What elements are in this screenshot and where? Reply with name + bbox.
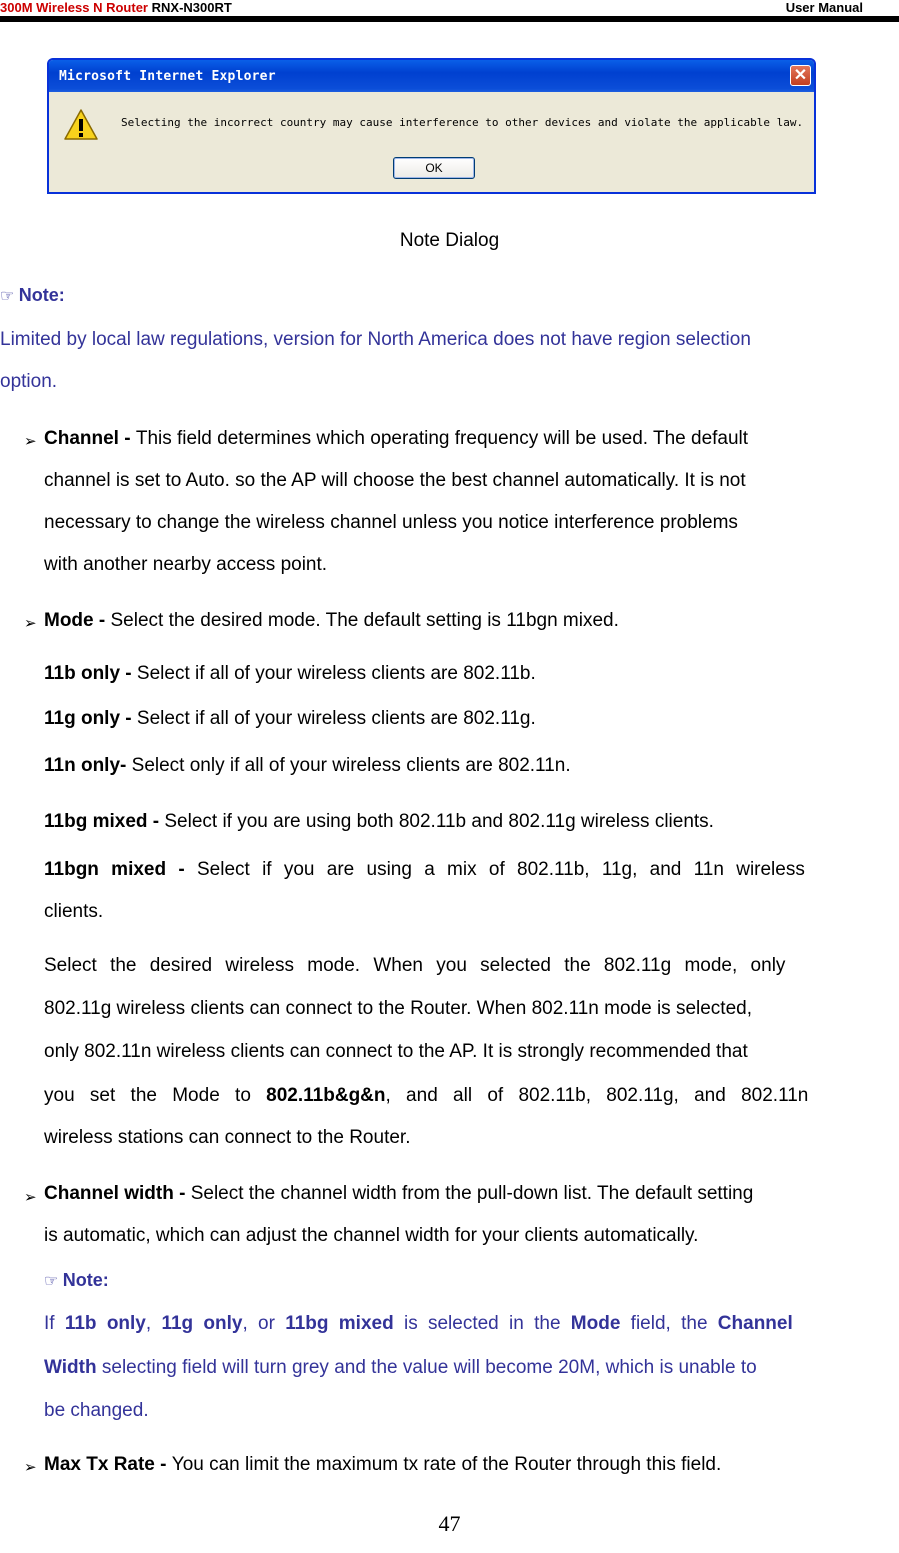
- pointing-hand-icon: ☞: [44, 1273, 59, 1290]
- ie-alert-dialog: [47, 58, 816, 194]
- note-label: Note:: [62, 1270, 109, 1290]
- channel-width-note-line: If 11b only, 11g only, or 11bg mixed is selected in the Mode field, the Channel: [44, 1313, 793, 1334]
- channel-line: channel is set to Auto. so the AP will choose the best channel automatically. It is not: [44, 470, 746, 491]
- bullet-arrow-icon: ➢: [24, 1459, 37, 1476]
- pointing-hand-icon: ☞: [0, 288, 15, 305]
- header-doc-type: User Manual: [785, 0, 863, 15]
- bullet-arrow-icon: ➢: [24, 433, 37, 450]
- mode-option: 11n only- Select only if all of your wireless clients are 802.11n.: [44, 755, 571, 776]
- channel-section: [44, 418, 855, 586]
- channel-line: Channel - This field determines which operating frequency will be used. The default: [44, 428, 749, 449]
- note-heading: [44, 1270, 109, 1291]
- mode-desc-line: 802.11g wireless clients can connect to the Router. When 802.11n mode is selected,: [44, 998, 752, 1019]
- channel-width-line: Channel width - Select the channel width from the pull-down list. The default setting: [44, 1183, 754, 1204]
- header-model: RNX-N300RT: [151, 0, 232, 15]
- ok-button[interactable]: OK: [393, 157, 475, 179]
- figure-caption: Note Dialog: [399, 230, 500, 251]
- dialog-title-bar: [49, 60, 814, 92]
- mode-option-bgn: 11bgn mixed - Select if you are using a mix of 802.11b, 11g, and 11n wireless: [44, 859, 805, 880]
- header-brand: 300M Wireless N Router: [0, 0, 148, 15]
- note-text: Limited by local law regulations, version for North America does not have region selection: [0, 329, 751, 350]
- warning-triangle-icon: [63, 108, 99, 142]
- mode-desc-line: Select the desired wireless mode. When you selected the 802.11g mode, only: [44, 955, 786, 976]
- mode-line: Mode - Select the desired mode. The default setting is 11bgn mixed.: [44, 610, 619, 631]
- mode-option: 11b only - Select if all of your wireless clients are 802.11b.: [44, 663, 536, 684]
- mode-desc-line: only 802.11n wireless clients can connect to the AP. It is strongly recommended that: [44, 1041, 748, 1062]
- bullet-arrow-icon: ➢: [24, 1189, 37, 1206]
- page-number: 47: [438, 1511, 461, 1536]
- mode-option: 11bg mixed - Select if you are using both 802.11b and 802.11g wireless clients.: [44, 811, 714, 832]
- mode-option-bgn: clients.: [44, 901, 104, 922]
- channel-width-line: is automatic, which can adjust the channel width for your clients automatically.: [44, 1225, 699, 1246]
- header-title: [0, 0, 232, 15]
- channel-line: with another nearby access point.: [44, 554, 328, 575]
- note-label: Note:: [18, 285, 65, 305]
- note-heading: [0, 285, 65, 306]
- max-tx-line: Max Tx Rate - You can limit the maximum tx rate of the Router through this field.: [44, 1454, 722, 1475]
- note-text: option.: [0, 371, 58, 392]
- mode-desc-line: wireless stations can connect to the Router.: [44, 1127, 411, 1148]
- mode-desc-line: you set the Mode to 802.11b&g&n, and all of 802.11b, 802.11g, and 802.11n: [44, 1085, 809, 1106]
- close-icon[interactable]: ✕: [790, 65, 811, 86]
- channel-width-note-line: be changed.: [44, 1400, 149, 1421]
- bullet-arrow-icon: ➢: [24, 615, 37, 632]
- channel-line: necessary to change the wireless channel unless you notice interference problems: [44, 512, 738, 533]
- channel-term: Channel -: [44, 428, 136, 449]
- dialog-message: Selecting the incorrect country may cause interference to other devices and violate the applicable law.: [121, 116, 804, 129]
- mode-option: 11g only - Select if all of your wireless clients are 802.11g.: [44, 708, 536, 729]
- channel-width-note-line: Width selecting field will turn grey and the value will become 20M, which is unable to: [44, 1357, 757, 1378]
- header-divider: [0, 16, 899, 22]
- dialog-title: Microsoft Internet Explorer: [59, 69, 276, 84]
